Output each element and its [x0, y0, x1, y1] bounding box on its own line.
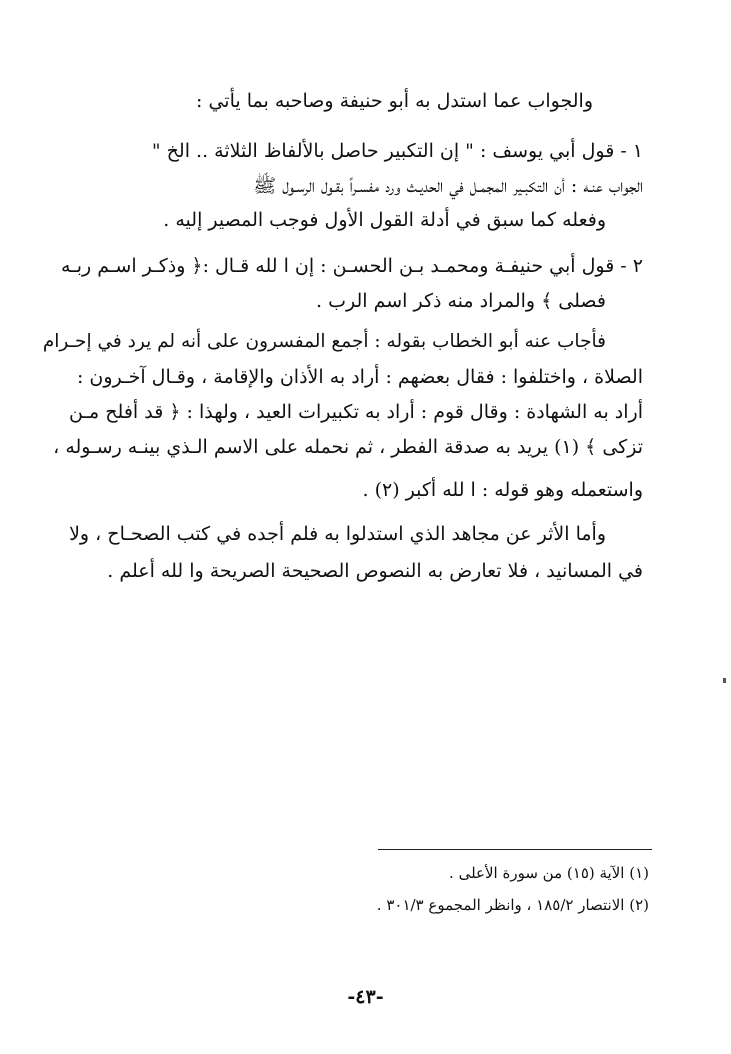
body-line-7: فأجاب عنه أبو الخطاب بقوله : أجمع المفسرون على أنه لم يرد في إحـرام [42, 331, 606, 352]
body-line-8: الصلاة ، واختلفوا : فقال بعضهم : أراد به الأذان والإقامة ، وقـال آخـرون : [76, 366, 643, 388]
footnote-2: (٢) الانتصار ١٨٥/٢ ، وانظر المجموع ٣٠١/٣ . [376, 896, 649, 914]
scan-speck [723, 678, 726, 683]
body-line-6: فصلى ﴾ والمراد منه ذكر اسم الرب . [316, 290, 606, 312]
body-line-12: وأما الأثر عن مجاهد الذي استدلوا به فلم أجده في كتب الصحـاح ، ولا [69, 523, 606, 545]
body-line-1: والجواب عما استدل به أبو حنيفة وصاحبه بما يأتي : [196, 90, 593, 112]
body-line-4: وفعله كما سبق في أدلة القول الأول فوجب المصير إليه . [163, 209, 606, 231]
footnote-1: (١) الآية (١٥) من سورة الأعلى . [449, 864, 649, 882]
body-line-3: الجواب عنـه : أن التكبـير المجمـل في الحديـث ورد مفسـراً بقـول الرسـول ﷺ [253, 175, 643, 197]
body-line-2: ١ - قول أبي يوسف : " إن التكبير حاصل بالألفاظ الثلاثة .. الخ " [151, 140, 643, 162]
body-line-11: واستعمله وهو قوله : ا لله أكبر (٢) . [362, 479, 643, 501]
footnote-separator [378, 849, 652, 850]
body-line-10: تزكى ﴾ (١) يريد به صدقة الفطر ، ثم نحمله على الاسم الـذي بينـه رسـوله ، [53, 436, 643, 458]
page-number: -٤٣- [347, 986, 384, 1008]
body-line-13: في المسانيد ، فلا تعارض به النصوص الصحيحة الصريحة وا لله أعلم . [107, 560, 643, 582]
body-line-9: أراد به الشهادة : وقال قوم : أراد به تكبيرات العيد ، ولهذا : ﴿ قد أفلح مـن [69, 401, 643, 423]
body-line-5: ٢ - قول أبي حنيفـة ومحمـد بـن الحسـن : إن ا لله قـال :﴿ وذكـر اسـم ربـه [60, 255, 643, 277]
